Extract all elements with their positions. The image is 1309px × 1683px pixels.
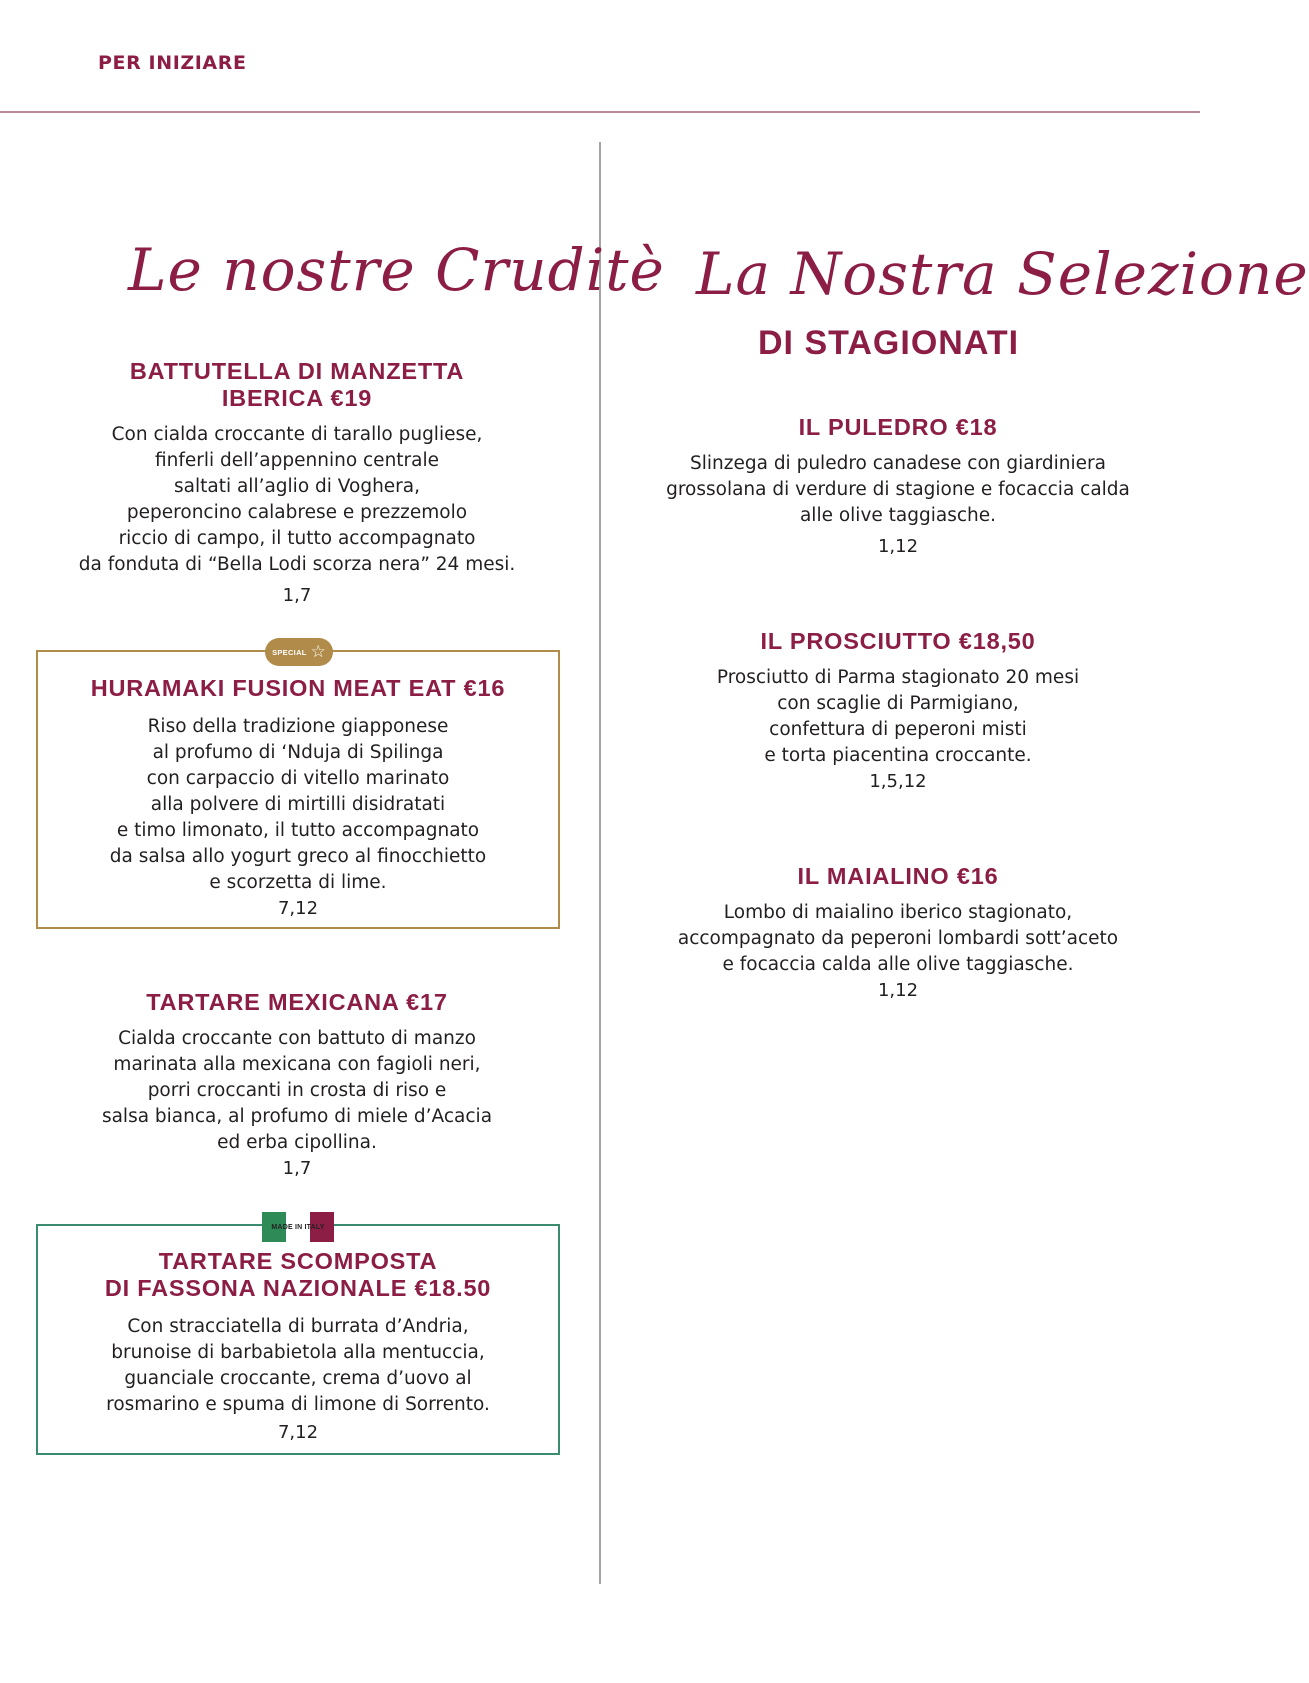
dish-allergens: 7,12 bbox=[277, 1422, 319, 1443]
special-badge-label: SPECIAL bbox=[272, 647, 307, 657]
header-divider bbox=[0, 111, 1200, 113]
dish-name: TARTARE SCOMPOSTA DI FASSONA NAZIONALE €18.50 bbox=[104, 1248, 492, 1301]
right-script-title: La Nostra Selezione bbox=[696, 240, 1309, 308]
dish-description: Slinzega di puledro canadese con giardiniera grossolana di verdure di stagione e focaccia calda alle olive taggiasche. bbox=[666, 453, 1130, 526]
dish-description: Riso della tradizione giapponese al profumo di ‘Nduja di Spilinga con carpaccio di vitello marinato alla polvere di mirtilli disidratati e timo limonato, il tutto accompagnato da salsa allo yogurt greco al finocchietto e scorzetta di lime. bbox=[109, 716, 487, 893]
dish-name: IL PULEDRO €18 bbox=[798, 414, 998, 440]
star-icon: ☆ bbox=[310, 641, 326, 662]
dish-name: TARTARE MEXICANA €17 bbox=[146, 989, 448, 1015]
dish-allergens: 1,5,12 bbox=[869, 771, 927, 792]
left-script-title: Le nostre Cruditè bbox=[128, 236, 665, 304]
section-label: PER INIZIARE bbox=[98, 52, 247, 74]
dish-name: IL MAIALINO €16 bbox=[797, 863, 999, 889]
dish-allergens: 1,7 bbox=[282, 585, 312, 606]
special-badge bbox=[265, 638, 333, 666]
column-divider bbox=[599, 142, 601, 1584]
dish-maialino bbox=[628, 863, 1168, 1004]
right-sub-title: DI STAGIONATI bbox=[758, 324, 1020, 362]
dish-tartare-scomposta bbox=[36, 1248, 560, 1446]
dish-huramaki bbox=[36, 675, 560, 922]
dish-puledro bbox=[628, 414, 1168, 560]
made-in-italy-badge-label: MADE IN ITALY bbox=[271, 1223, 325, 1231]
dish-description: Con stracciatella di burrata d’Andria, brunoise di barbabietola alla mentuccia, guanciale croccante, crema d’uovo al rosmarino e spuma di limone di Sorrento. bbox=[106, 1316, 490, 1415]
dish-description: Prosciutto di Parma stagionato 20 mesi con scaglie di Parmigiano, confettura di peperoni misti e torta piacentina croccante. bbox=[716, 667, 1080, 766]
dish-description: Cialda croccante con battuto di manzo marinata alla mexicana con fagioli neri, porri croccanti in crosta di riso e salsa bianca, al profumo di miele d’Acacia ed erba cipollina. bbox=[101, 1028, 493, 1153]
dish-name: BATTUTELLA DI MANZETTA IBERICA €19 bbox=[129, 358, 465, 411]
dish-prosciutto bbox=[628, 628, 1168, 795]
dish-name: HURAMAKI FUSION MEAT EAT €16 bbox=[90, 675, 506, 701]
dish-allergens: 1,12 bbox=[877, 536, 919, 557]
dish-allergens: 7,12 bbox=[277, 898, 319, 919]
dish-description: Lombo di maialino iberico stagionato, accompagnato da peperoni lombardi sott’aceto e focaccia calda alle olive taggiasche. bbox=[677, 902, 1119, 975]
dish-name: IL PROSCIUTTO €18,50 bbox=[760, 628, 1036, 654]
dish-allergens: 1,7 bbox=[282, 1158, 312, 1179]
made-in-italy-badge bbox=[262, 1212, 334, 1242]
dish-battutella bbox=[36, 358, 558, 609]
dish-description: Con cialda croccante di tarallo pugliese, finferli dell’appennino centrale saltati all’aglio di Voghera, peperoncino calabrese e prezzemolo riccio di campo, il tutto accompagnato da fonduta di “Bella Lodi scorza nera” 24 mesi. bbox=[78, 424, 516, 575]
dish-tartare-mexicana bbox=[36, 989, 558, 1182]
dish-allergens: 1,12 bbox=[877, 980, 919, 1001]
